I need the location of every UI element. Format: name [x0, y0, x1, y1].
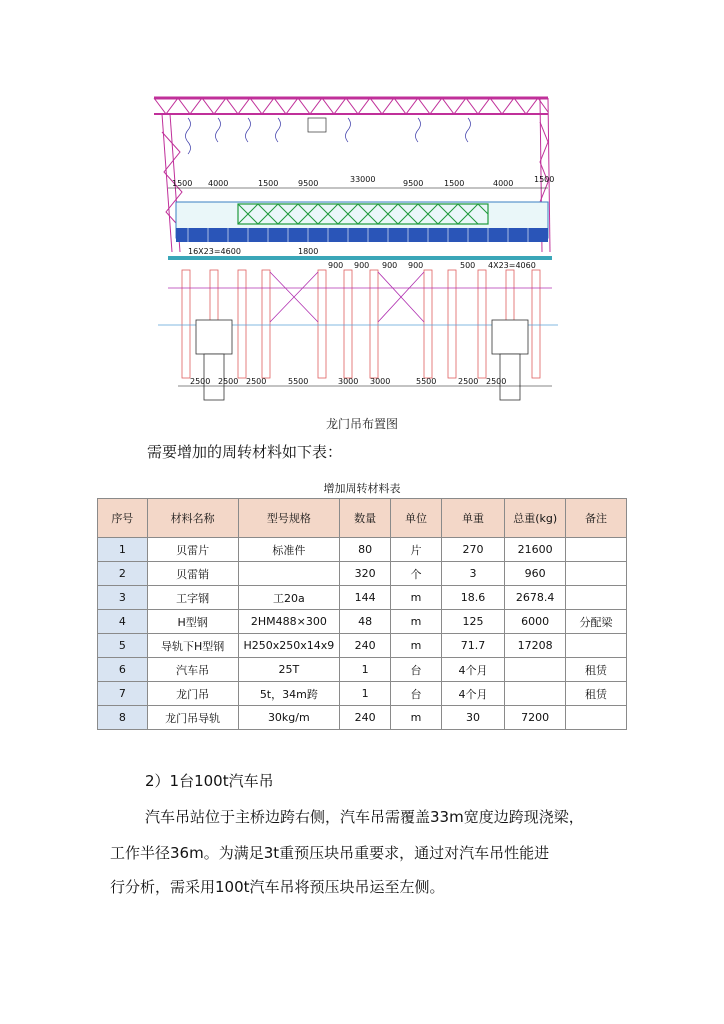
table-cell: 1: [98, 538, 148, 562]
pile-cap-right: [492, 320, 528, 354]
table-cell: 6000: [505, 610, 566, 634]
dim-label: 2500: [190, 377, 211, 386]
table-cell: 龙门吊导轨: [147, 706, 238, 730]
dim-label: 9500: [298, 179, 319, 188]
table-cell: m: [391, 586, 442, 610]
table-title: 增加周转材料表: [323, 482, 401, 495]
table-cell: 分配梁: [566, 610, 627, 634]
table-cell: 2HM488×300: [238, 610, 339, 634]
pier-cap: [168, 256, 552, 260]
table-cell: 4个月: [441, 658, 505, 682]
table-cell: 汽车吊: [147, 658, 238, 682]
dim-label: 4000: [208, 179, 229, 188]
table-cell: [566, 538, 627, 562]
table-cell: [566, 562, 627, 586]
dim-label: 16X23=4600: [188, 247, 241, 256]
dim-label: 5500: [416, 377, 437, 386]
dim-label: 2500: [218, 377, 239, 386]
table-cell: 工20a: [238, 586, 339, 610]
table-cell: 4个月: [441, 682, 505, 706]
table-cell: 125: [441, 610, 505, 634]
table-cell: 18.6: [441, 586, 505, 610]
table-cell: 48: [340, 610, 391, 634]
dim-label: 900: [354, 261, 370, 270]
table-cell: 标准件: [238, 538, 339, 562]
table-cell: 租赁: [566, 658, 627, 682]
header-cell: 单位: [391, 499, 442, 538]
table-cell: 320: [340, 562, 391, 586]
dim-label: 1800: [298, 247, 319, 256]
dim-label: 1500: [172, 179, 193, 188]
dim-label: 500: [460, 261, 476, 270]
table-cell: m: [391, 706, 442, 730]
table-cell: 1: [340, 658, 391, 682]
table-cell: [238, 562, 339, 586]
table-cell: 21600: [505, 538, 566, 562]
table-cell: 270: [441, 538, 505, 562]
dim-label: 4X23=4060: [488, 261, 536, 270]
header-cell: 单重: [441, 499, 505, 538]
header-cell: 型号规格: [238, 499, 339, 538]
dim-label: 900: [382, 261, 398, 270]
girder-section: [176, 202, 548, 242]
table-cell: 3: [98, 586, 148, 610]
paragraph-line: 汽车吊站位于主桥边跨右侧，汽车吊需覆盖33m宽度边跨现浇梁，: [145, 808, 584, 826]
table-cell: 7: [98, 682, 148, 706]
dim-label: 5500: [288, 377, 309, 386]
paragraph-line: 工作半径36m。为满足3t重预压块吊重要求，通过对汽车吊性能进: [110, 844, 550, 862]
table-cell: 71.7: [441, 634, 505, 658]
table-cell: m: [391, 634, 442, 658]
table-cell: 8: [98, 706, 148, 730]
table-cell: [566, 706, 627, 730]
table-row: [98, 538, 627, 562]
table-cell: 片: [391, 538, 442, 562]
header-cell: 总重(kg): [505, 499, 566, 538]
dim-label: 4000: [493, 179, 514, 188]
table-cell: m: [391, 610, 442, 634]
table-cell: 30: [441, 706, 505, 730]
table-cell: 3: [441, 562, 505, 586]
table-cell: 个: [391, 562, 442, 586]
header-cell: 序号: [98, 499, 148, 538]
dim-label: 1500: [534, 175, 555, 184]
intro-text: 需要增加的周转材料如下表：: [147, 443, 343, 461]
dim-label: 9500: [403, 179, 424, 188]
dim-label: 2500: [246, 377, 267, 386]
table-cell: 2678.4: [505, 586, 566, 610]
table-row: [98, 682, 627, 706]
dim-label: 33000: [350, 175, 376, 184]
table-cell: 台: [391, 658, 442, 682]
dim-label: 3000: [370, 377, 391, 386]
table-cell: 17208: [505, 634, 566, 658]
pile-cap-left: [196, 320, 232, 354]
table-row: [98, 634, 627, 658]
table-cell: 6: [98, 658, 148, 682]
table-cell: H250x250x14x9: [238, 634, 339, 658]
table-cell: 工字钢: [147, 586, 238, 610]
table-cell: 贝雷销: [147, 562, 238, 586]
table-cell: 30kg/m: [238, 706, 339, 730]
table-row: [98, 706, 627, 730]
table-row: [98, 610, 627, 634]
table-cell: 240: [340, 706, 391, 730]
table-row: [98, 562, 627, 586]
header-cell: 数量: [340, 499, 391, 538]
header-cell: 材料名称: [147, 499, 238, 538]
dim-label: 2500: [458, 377, 479, 386]
table-cell: 4: [98, 610, 148, 634]
top-dimensions: [168, 175, 554, 188]
table-cell: [505, 658, 566, 682]
dim-label: 900: [408, 261, 424, 270]
table-cell: [566, 586, 627, 610]
header-cell: 备注: [566, 499, 627, 538]
bottom-dimensions: [178, 377, 552, 386]
table-cell: H型钢: [147, 610, 238, 634]
table-cell: 台: [391, 682, 442, 706]
table-cell: 960: [505, 562, 566, 586]
table-row: [98, 586, 627, 610]
table-cell: 5: [98, 634, 148, 658]
dim-label: 1500: [444, 179, 465, 188]
gantry-crane-layout-drawing: [148, 92, 562, 404]
section-title: 2）1台100t汽车吊: [145, 772, 274, 790]
table-row: [98, 658, 627, 682]
table-cell: 贝雷片: [147, 538, 238, 562]
dim-label: 1500: [258, 179, 279, 188]
table-cell: [505, 682, 566, 706]
table-cell: [566, 634, 627, 658]
table-cell: 7200: [505, 706, 566, 730]
table-cell: 2: [98, 562, 148, 586]
dim-label: 900: [328, 261, 344, 270]
table-cell: 租赁: [566, 682, 627, 706]
materials-table: [97, 498, 627, 730]
dim-label: 2500: [486, 377, 507, 386]
table-cell: 龙门吊: [147, 682, 238, 706]
table-cell: 1: [340, 682, 391, 706]
table-cell: 144: [340, 586, 391, 610]
table-header-row: [98, 499, 627, 538]
table-cell: 25T: [238, 658, 339, 682]
paragraph-line: 行分析，需采用100t汽车吊将预压块吊运至左侧。: [110, 878, 445, 896]
table-cell: 导轨下H型钢: [147, 634, 238, 658]
table-cell: 80: [340, 538, 391, 562]
figure-caption: 龙门吊布置图: [325, 417, 398, 431]
dim-label: 3000: [338, 377, 359, 386]
table-cell: 5t，34m跨: [238, 682, 339, 706]
table-cell: 240: [340, 634, 391, 658]
